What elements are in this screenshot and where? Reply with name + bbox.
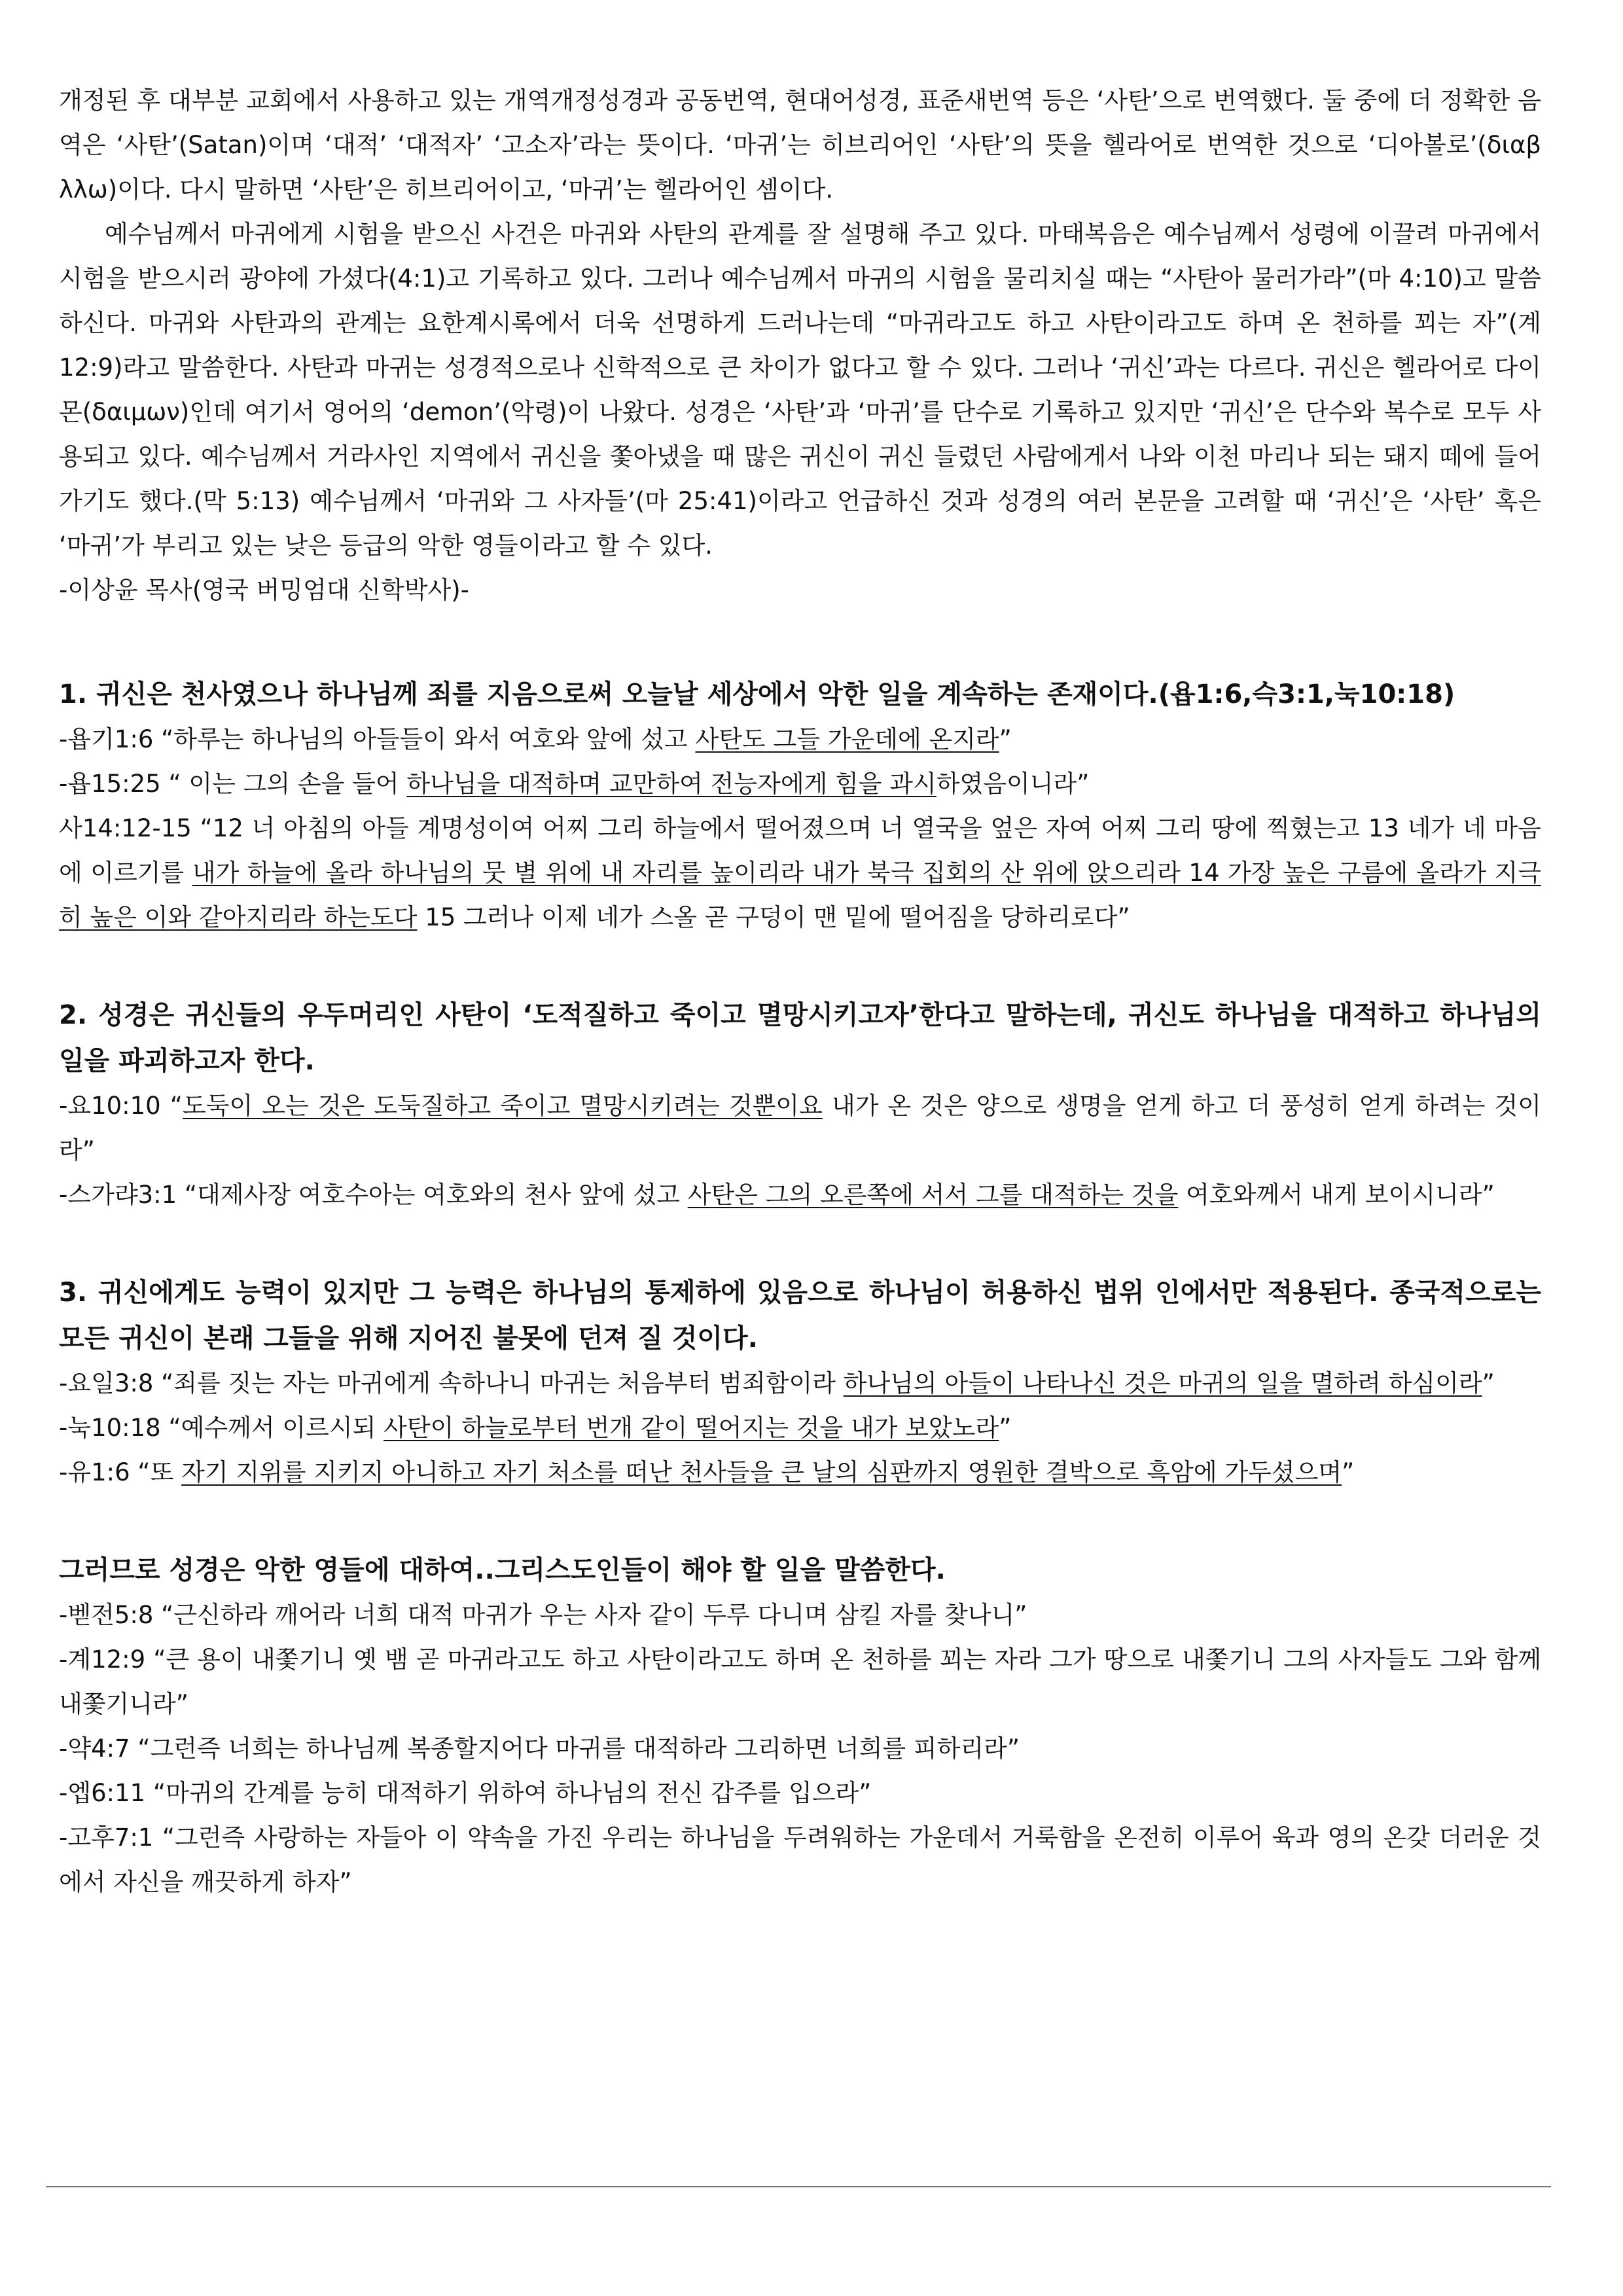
text-run: ” [1482, 1369, 1495, 1397]
verse-line [59, 1771, 1541, 1816]
underlined-text: 내가 하늘에 올라 하나님의 뭇 별 위에 내 자리를 높이리라 내가 북극 집회의 산 위에 앉으리라 14 가장 높은 구름에 올라가 지극히 높은 이와 같아지리라 하는도다 [59, 859, 1541, 931]
document-page [59, 79, 1541, 1905]
underlined-text: 사탄은 그의 오른쪽에 서서 그를 대적하는 것을 [687, 1181, 1179, 1209]
text-run: 예수님께서 마귀에게 시험을 받으신 사건은 마귀와 사탄의 관계를 잘 설명해 주고 있다. 마태복음은 예수님께서 성령에 이끌려 마귀에서 시험을 받으시러 광야에 가셨다(4:1)고 기록하고 있다. 그러나 예수님께서 마귀의 시험을 물리치실 때는 “사탄아 물러가라”(마 4:10)고 말씀하신다. 마귀와 사탄과의 관계는 요한계시록에서 더욱 선명하게 드러나는데 “마귀라고도 하고 사탄이라고도 하며 온 천하를 꾀는 자”(계 12:9)라고 말씀한다. 사탄과 마귀는 성경적으로나 신학적으로 큰 차이가 없다고 할 수 있다. 그러나 ‘귀신’과는 다르다. 귀신은 헬라어로 다이몬(δαιμων)인데 여기서 영어의 ‘demon’(악령)이 나왔다. 성경은 ‘사탄’과 ‘마귀’를 단수로 기록하고 있지만 ‘귀신’은 단수와 복수로 모두 사용되고 있다. 예수님께서 거라사인 지역에서 귀신을 쫓아냈을 때 많은 귀신이 귀신 들렸던 사람에게서 나와 이천 마리나 되는 돼지 떼에 들어가기도 했다.(막 5:13) 예수님께서 ‘마귀와 그 사자들’(마 25:41)이라고 언급하신 것과 성경의 여러 본문을 고려할 때 ‘귀신’은 ‘사탄’ 혹은 ‘마귀’가 부리고 있는 낮은 등급의 악한 영들이라고 할 수 있다. [59, 220, 1541, 560]
text-run: -눅10:18 “예수께서 이르시되 [59, 1414, 384, 1442]
text-run: ” [999, 725, 1012, 753]
text-run: -고후7:1 “그런즉 사랑하는 자들아 이 약속을 가진 우리는 하나님을 두려워하는 가운데서 거룩함을 온전히 이루어 육과 영의 온갖 더러운 것에서 자신을 깨끗하게 하자” [59, 1823, 1541, 1896]
underlined-text: 자기 지위를 지키지 아니하고 자기 처소를 떠난 천사들을 큰 날의 심판까지 영원한 결박으로 흑암에 가두셨으며 [181, 1458, 1342, 1486]
verse-line [59, 1450, 1541, 1495]
text-run: -약4:7 “그런즉 너희는 하나님께 복종할지어다 마귀를 대적하라 그리하면 너희를 피하리라” [59, 1734, 1020, 1763]
underlined-text: 하나님을 대적하며 교만하여 전능자에게 힘을 과시 [406, 770, 936, 798]
spacer [59, 1495, 1541, 1547]
underlined-text: 사탄이 하늘로부터 번개 같이 떨어지는 것을 내가 보았노라 [383, 1414, 999, 1442]
underlined-text: 사탄도 그들 가운데에 온지라 [695, 725, 999, 753]
underlined-text: 하나님의 아들이 나타나신 것은 마귀의 일을 멸하려 하심이라 [843, 1369, 1482, 1397]
spacer [59, 940, 1541, 992]
text-run: ” [1342, 1458, 1355, 1486]
verse-line [59, 1361, 1541, 1406]
section-1-verses [59, 717, 1541, 940]
verse-line [59, 1173, 1541, 1217]
section-4-verses [59, 1593, 1541, 1905]
verse-line [59, 1406, 1541, 1450]
section-2-verses [59, 1084, 1541, 1217]
verse-line [59, 1638, 1541, 1727]
verse-line [59, 1816, 1541, 1905]
text-run: -욥기1:6 “하루는 하나님의 아들들이 와서 여호와 앞에 섰고 [59, 725, 696, 753]
intro-paragraph-2 [59, 212, 1541, 568]
intro-paragraph-1 [59, 79, 1541, 212]
spacer [59, 1217, 1541, 1270]
text-run: -유1:6 “또 [59, 1458, 182, 1486]
section-1-heading: 1. 귀신은 천사였으나 하나님께 죄를 지음으로써 오늘날 세상에서 악한 일을 계속하는 존재이다.(욥1:6,슥3:1,눅10:18) [59, 679, 1455, 709]
footer-divider [46, 2186, 1551, 2187]
text-run: -계12:9 “큰 용이 내쫓기니 옛 뱀 곧 마귀라고도 하고 사탄이라고도 하며 온 천하를 꾀는 자라 그가 땅으로 내쫓기니 그의 사자들도 그와 함께 내쫓기니라” [59, 1645, 1541, 1718]
section-3-heading: 3. 귀신에게도 능력이 있지만 그 능력은 하나님의 통제하에 있음으로 하나님이 허용하신 법위 인에서만 적용된다. 종국적으로는 모든 귀신이 본래 그들을 위해 지어진 불못에 던져 질 것이다. [59, 1278, 1541, 1354]
text-run: 하였음이니라” [936, 770, 1090, 798]
verse-line [59, 762, 1541, 806]
text-run: -스가랴3:1 “대제사장 여호수아는 여호와의 천사 앞에 섰고 [59, 1181, 688, 1209]
text-run: -요10:10 “ [59, 1092, 183, 1120]
text-run: -벧전5:8 “근신하라 깨어라 너희 대적 마귀가 우는 사자 같이 두루 다니며 삼킬 자를 찾나니” [59, 1601, 1027, 1629]
text-run: 15 그러나 이제 네가 스올 곧 구덩이 맨 밑에 떨어짐을 당하리로다” [417, 903, 1130, 931]
text-run: 여호와께서 내게 보이시니라” [1178, 1181, 1495, 1209]
text-run: 내가 온 것은 양으로 생명을 얻게 하고 더 풍성히 얻게 하려는 것이라” [59, 1092, 1541, 1164]
verse-line [59, 1593, 1541, 1638]
verse-line [59, 717, 1541, 762]
verse-line [59, 1084, 1541, 1173]
spacer [59, 613, 1541, 672]
text-run: 사14:12-15 “12 너 아침의 아들 계명성이여 어찌 그리 하늘에서 떨어졌으며 너 열국을 엎은 자여 어찌 그리 땅에 찍혔는고 13 네가 네 마음에 이르기를 [59, 814, 1541, 887]
section-2-heading: 2. 성경은 귀신들의 우두머리인 사탄이 ‘도적질하고 죽이고 멸망시키고자’한다고 말하는데, 귀신도 하나님을 대적하고 하나님의 일을 파괴하고자 한다. [59, 1000, 1541, 1076]
text-run: ” [999, 1414, 1012, 1442]
underlined-text: 도둑이 오는 것은 도둑질하고 죽이고 멸망시키려는 것뿐이요 [182, 1092, 823, 1120]
verse-line [59, 1727, 1541, 1771]
author-line: -이상윤 목사(영국 버밍엄대 신학박사)- [59, 576, 469, 604]
text-run: -요일3:8 “죄를 짓는 자는 마귀에게 속하나니 마귀는 처음부터 범죄함이라 [59, 1369, 844, 1397]
text-run: 개정된 후 대부분 교회에서 사용하고 있는 개역개정성경과 공동번역, 현대어성경, 표준새번역 등은 ‘사탄’으로 번역했다. 둘 중에 더 정확한 음역은 ‘사탄’(Satan)이며 ‘대적’ ‘대적자’ ‘고소자’라는 뜻이다. ‘마귀’는 히브리어인 ‘사탄’의 뜻을 헬라어로 번역한 것으로 ‘디아볼로’(διαβ λλω)이다. 다시 말하면 ‘사탄’은 히브리어이고, ‘마귀’는 헬라어인 셈이다. [59, 86, 1541, 204]
verse-line [59, 806, 1541, 940]
section-4-heading: 그러므로 성경은 악한 영들에 대하여..그리스도인들이 해야 할 일을 말씀한다. [59, 1555, 946, 1585]
text-run: -엡6:11 “마귀의 간계를 능히 대적하기 위하여 하나님의 전신 갑주를 입으라” [59, 1779, 872, 1807]
text-run: -욥15:25 “ 이는 그의 손을 들어 [59, 770, 407, 798]
section-3-verses [59, 1361, 1541, 1495]
